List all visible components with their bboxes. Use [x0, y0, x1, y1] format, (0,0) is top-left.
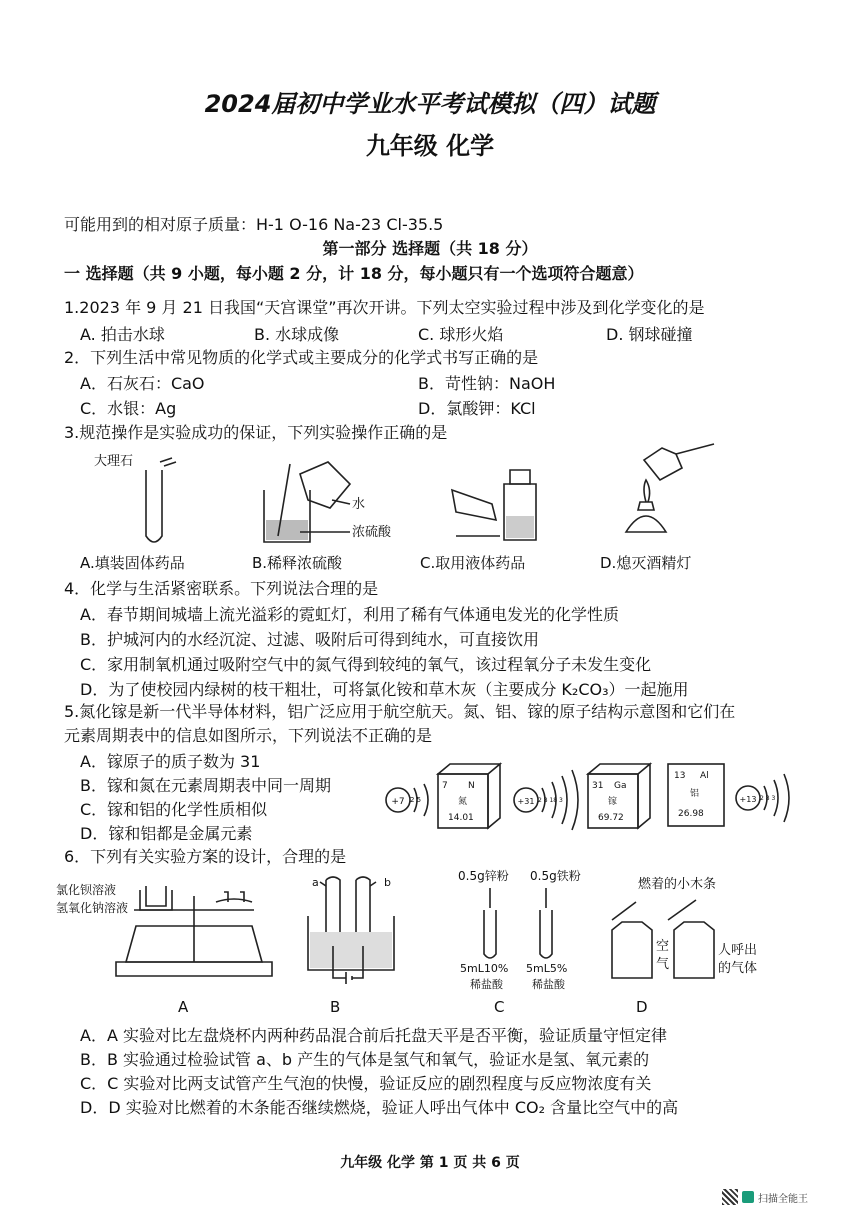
q6-stem: 6．下列有关实验方案的设计，合理的是 — [64, 847, 347, 866]
q3-figure-c — [452, 470, 536, 540]
q3-figure-b — [264, 462, 392, 542]
q6-figure-a — [56, 882, 272, 976]
gallium-atom-diagram — [514, 770, 578, 830]
nitrogen-table-cell — [438, 764, 500, 828]
svg-text:Ga: Ga — [614, 781, 627, 791]
svg-text:2 5: 2 5 — [410, 796, 422, 804]
q6-label-stick: 燃着的小木条 — [638, 877, 717, 892]
q6-label-breath-2: 的气体 — [718, 961, 758, 976]
svg-text:铝: 铝 — [690, 789, 700, 799]
svg-text:Al: Al — [700, 771, 709, 781]
page-footer: 九年级 化学 第 1 页 共 6 页 — [340, 1155, 520, 1171]
q6-caption-c: C — [494, 998, 505, 1016]
svg-text:2 8 18 3: 2 8 18 3 — [538, 797, 563, 804]
q6-option-a: A．A 实验对比左盘烧杯内两种药品混合前后托盘天平是否平衡，验证质量守恒定律 — [80, 1026, 667, 1045]
part1-title: 第一部分 选择题（共 18 分） — [322, 239, 538, 258]
q6-figure-c — [458, 868, 581, 991]
aluminum-table-cell — [668, 764, 724, 826]
q6-label-iron: 0.5g铁粉 — [530, 869, 581, 883]
q6-figure-d — [612, 876, 757, 978]
q2-stem: 2．下列生活中常见物质的化学式或主要成分的化学式书写正确的是 — [64, 348, 539, 367]
svg-text:+13: +13 — [739, 795, 757, 804]
q6-option-d: D．D 实验对比燃着的木条能否继续燃烧，验证人呼出气体中 CO₂ 含量比空气中的高 — [80, 1098, 679, 1117]
svg-text:69.72: 69.72 — [598, 813, 624, 823]
svg-text:7: 7 — [442, 781, 448, 791]
svg-text:31: 31 — [592, 781, 604, 791]
svg-text:13: 13 — [674, 771, 686, 781]
q6-label-air-2: 气 — [656, 957, 670, 972]
svg-text:+31: +31 — [517, 797, 535, 806]
q6-label-zinc: 0.5g锌粉 — [458, 869, 509, 883]
q6-label-b: b — [384, 876, 391, 889]
q6-label-naoh: 氢氧化钠溶液 — [56, 901, 129, 915]
q3-caption-a: A.填装固体药品 — [80, 554, 185, 572]
svg-text:+7: +7 — [391, 797, 405, 807]
q3-caption-d: D.熄灭酒精灯 — [600, 554, 692, 572]
camscanner-logo-icon — [742, 1191, 754, 1203]
q6-label-bacl2: 氯化钡溶液 — [56, 883, 117, 897]
q6-caption-b: B — [330, 998, 341, 1016]
exam-title: 2024届初中学业水平考试模拟（四）试题 — [204, 90, 656, 118]
q2-option-d: D．氯酸钾：KCl — [418, 399, 536, 418]
q6-label-acid5-2: 稀盐酸 — [532, 978, 565, 991]
q3-label-acid: 浓硫酸 — [352, 525, 392, 540]
scanner-watermark — [722, 1186, 818, 1208]
q1-option-a: A. 拍击水球 — [80, 325, 165, 344]
q5-option-c: C．镓和铝的化学性质相似 — [80, 800, 268, 819]
q6-option-b: B．B 实验通过检验试管 a、b 产生的气体是氢气和氧气，验证水是氢、氧元素的 — [80, 1050, 650, 1069]
q3-figures — [64, 440, 784, 552]
aluminum-atom-diagram — [736, 774, 789, 822]
q3-stem: 3.规范操作是实验成功的保证，下列实验操作正确的是 — [64, 423, 448, 442]
svg-text:氮: 氮 — [458, 797, 468, 807]
q5-element-figures — [376, 758, 796, 838]
watermark-text: 扫描全能王 — [758, 1193, 808, 1205]
q6-caption-d: D — [636, 998, 648, 1016]
q1-option-c: C. 球形火焰 — [418, 325, 504, 344]
q5-option-b: B．镓和氮在元素周期表中同一周期 — [80, 776, 331, 795]
nitrogen-atom-diagram — [386, 784, 428, 816]
atomic-masses: 可能用到的相对原子质量：H-1 O-16 Na-23 Cl-35.5 — [64, 215, 444, 234]
q3-label-water: 水 — [352, 497, 366, 512]
q6-figure-b — [308, 876, 394, 984]
q6-label-a: a — [312, 876, 319, 889]
q2-option-a: A．石灰石：CaO — [80, 374, 205, 393]
q3-figure-d — [626, 444, 714, 532]
q5-stem-line1: 5.氮化镓是新一代半导体材料，铝广泛应用于航空航天。氮、铝、镓的原子结构示意图和它们在 — [64, 702, 736, 721]
q3-caption-b: B.稀释浓硫酸 — [252, 554, 343, 572]
q1-option-b: B. 水球成像 — [254, 325, 340, 344]
q6-label-breath-1: 人呼出 — [718, 943, 758, 958]
q1-option-d: D. 钢球碰撞 — [606, 325, 693, 344]
q6-label-acid10-2: 稀盐酸 — [470, 978, 503, 991]
q6-label-air-1: 空 — [656, 939, 670, 954]
q6-caption-a: A — [178, 998, 189, 1016]
q1-stem: 1.2023 年 9 月 21 日我国“天宫课堂”再次开讲。下列太空实验过程中涉及到化学变化的是 — [64, 298, 705, 317]
q4-stem: 4．化学与生活紧密联系。下列说法合理的是 — [64, 579, 379, 598]
q4-option-b: B．护城河内的水经沉淀、过滤、吸附后可得到纯水，可直接饮用 — [80, 630, 539, 649]
svg-text:镓: 镓 — [608, 797, 618, 807]
svg-text:N: N — [468, 781, 475, 791]
q4-option-c: C．家用制氧机通过吸附空气中的氮气得到较纯的氧气，该过程氧分子未发生变化 — [80, 655, 652, 674]
q5-option-a: A．镓原子的质子数为 31 — [80, 752, 261, 771]
q6-label-acid5-1: 5mL5% — [526, 962, 568, 975]
q6-label-acid10-1: 5mL10% — [460, 962, 509, 975]
q4-option-a: A．春节期间城墙上流光溢彩的霓虹灯，利用了稀有气体通电发光的化学性质 — [80, 605, 619, 624]
section1-title: 一 选择题（共 9 小题，每小题 2 分，计 18 分，每小题只有一个选项符合题意） — [64, 264, 644, 283]
q5-option-d: D．镓和铝都是金属元素 — [80, 824, 253, 843]
q2-option-b: B．苛性钠：NaOH — [418, 374, 556, 393]
q2-option-c: C．水银：Ag — [80, 399, 177, 418]
gallium-table-cell — [588, 764, 650, 828]
qr-code-icon — [722, 1189, 738, 1205]
q5-stem-line2: 元素周期表中的信息如图所示，下列说法不正确的是 — [64, 726, 433, 745]
q3-caption-c: C.取用液体药品 — [420, 554, 526, 572]
exam-subtitle: 九年级 化学 — [365, 132, 495, 160]
q3-label-marble: 大理石 — [94, 454, 134, 469]
q4-option-d: D．为了使校园内绿树的枝干粗壮，可将氯化铵和草木灰（主要成分 K₂CO₃）一起施用 — [80, 680, 689, 699]
svg-text:26.98: 26.98 — [678, 809, 704, 819]
svg-text:14.01: 14.01 — [448, 813, 474, 823]
q3-figure-a — [94, 453, 176, 542]
q6-figures — [56, 866, 776, 998]
svg-text:2 8 3: 2 8 3 — [760, 795, 776, 802]
q6-option-c: C．C 实验对比两支试管产生气泡的快慢，验证反应的剧烈程度与反应物浓度有关 — [80, 1074, 652, 1093]
